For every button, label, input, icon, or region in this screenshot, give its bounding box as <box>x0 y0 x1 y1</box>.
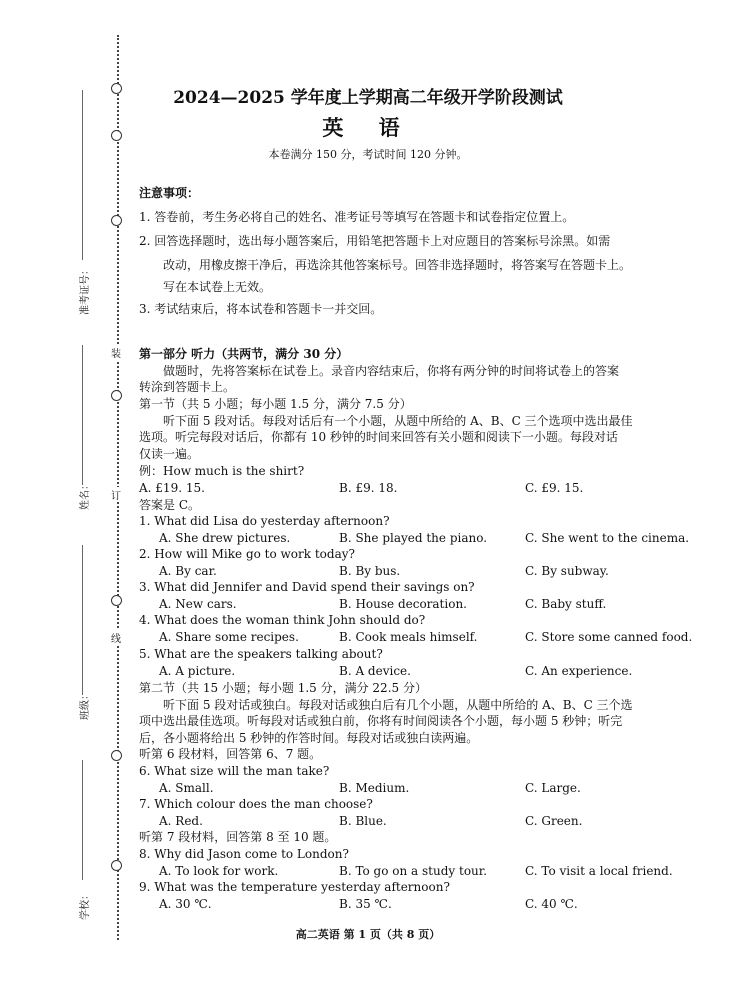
section1-heading: 第一节（共 5 小题；每小题 1.5 分，满分 7.5 分） <box>139 397 412 411</box>
question-options <box>139 563 699 580</box>
option-b: B. Medium. <box>339 781 410 795</box>
question-options <box>139 813 699 830</box>
question-options <box>139 863 699 880</box>
option-c: C. £9. 15. <box>525 481 584 495</box>
question: 1. What did Lisa do yesterday afternoon? <box>139 514 390 528</box>
option-b: B. A device. <box>339 664 411 678</box>
question-options <box>139 629 699 646</box>
question: 2. How will Mike go to work today? <box>139 547 355 561</box>
part1-intro: 做题时，先将答案标在试卷上。录音内容结束后，你将有两分钟的时间将试卷上的答案 <box>163 364 620 378</box>
name-field[interactable] <box>82 345 83 485</box>
option-a: A. By car. <box>159 564 217 578</box>
instructions-heading: 注意事项： <box>139 186 200 200</box>
exam-title: 2024—2025 学年度上学期高二年级开学阶段测试 <box>173 88 563 108</box>
section2-intro: 项中选出最佳选项。听每段对话或独白前，你将有时间阅读各个小题，每小题 5 秒钟；听完 <box>139 714 623 728</box>
option-c: C. An experience. <box>525 664 633 678</box>
option-a: A. A picture. <box>159 664 236 678</box>
binding-char-xian: 线 <box>111 630 121 645</box>
part1-heading: 第一部分 听力（共两节，满分 30 分） <box>139 347 349 361</box>
school-field[interactable] <box>82 760 83 880</box>
section1-intro: 听下面 5 段对话。每段对话后有一个小题，从题中所给的 A、B、C 三个选项中选出最佳 <box>163 414 633 428</box>
question: 6. What size will the man take? <box>139 764 330 778</box>
option-c: C. To visit a local friend. <box>525 864 673 878</box>
binding-hole-icon <box>111 390 122 401</box>
score-time-note: 本卷满分 150 分，考试时间 120 分钟。 <box>268 148 468 161</box>
instruction-item: 3. 考试结束后，将本试卷和答题卡一并交回。 <box>139 302 383 316</box>
school-label: 学校： <box>80 890 91 920</box>
option-b: B. By bus. <box>339 564 401 578</box>
option-c: C. By subway. <box>525 564 609 578</box>
option-b: B. To go on a study tour. <box>339 864 488 878</box>
option-b: B. £9. 18. <box>339 481 398 495</box>
binding-hole-icon <box>111 860 122 871</box>
section1-intro: 选项。听完每段对话后，你都有 10 秒钟的时间来回答有关小题和阅读下一小题。每段对话 <box>139 430 618 444</box>
question: 8. Why did Jason come to London? <box>139 847 349 861</box>
question: 7. Which colour does the man choose? <box>139 797 373 811</box>
question: 4. What does the woman think John should do? <box>139 613 426 627</box>
question-options <box>139 596 699 613</box>
option-b: B. Cook meals himself. <box>339 630 478 644</box>
option-c: C. Store some canned food. <box>525 630 693 644</box>
option-a: A. £19. 15. <box>139 481 205 495</box>
example-answer: 答案是 C。 <box>139 498 200 512</box>
binding-char-ding: 订 <box>111 487 121 502</box>
option-a: A. 30 ℃. <box>159 897 212 911</box>
example-options <box>139 480 699 497</box>
part1-intro: 转涂到答题卡上。 <box>139 380 236 394</box>
question: 3. What did Jennifer and David spend their savings on? <box>139 580 475 594</box>
section1-intro: 仅读一遍。 <box>139 447 200 461</box>
option-a: A. New cars. <box>159 597 237 611</box>
question-options <box>139 896 699 913</box>
option-b: B. House decoration. <box>339 597 467 611</box>
question: 9. What was the temperature yesterday afternoon? <box>139 880 450 894</box>
option-b: B. 35 ℃. <box>339 897 392 911</box>
question-options <box>139 530 699 547</box>
exam-number-label: 准考证号： <box>80 265 91 315</box>
question: 5. What are the speakers talking about? <box>139 647 383 661</box>
option-c: C. Green. <box>525 814 583 828</box>
instruction-item: 2. 回答选择题时，选出每小题答案后，用铅笔把答题卡上对应题目的答案标号涂黑。如需 <box>139 234 611 248</box>
option-c: C. She went to the cinema. <box>525 531 690 545</box>
question-options <box>139 663 699 680</box>
option-a: A. To look for work. <box>159 864 279 878</box>
option-a: A. Small. <box>159 781 214 795</box>
section2-intro: 听下面 5 段对话或独白。每段对话或独白后有几个小题，从题中所给的 A、B、C 三个选 <box>163 698 633 712</box>
option-a: A. Red. <box>159 814 203 828</box>
section2-intro: 后，各小题将给出 5 秒钟的作答时间。每段对话或独白读两遍。 <box>139 731 479 745</box>
option-a: A. She drew pictures. <box>159 531 291 545</box>
option-b: B. Blue. <box>339 814 387 828</box>
option-a: A. Share some recipes. <box>159 630 299 644</box>
option-c: C. Baby stuff. <box>525 597 607 611</box>
subject-title: 英 语 <box>322 115 414 140</box>
binding-hole-icon <box>111 750 122 761</box>
question-options <box>139 780 699 797</box>
example-question: 例：How much is the shirt? <box>139 464 305 478</box>
class-field[interactable] <box>82 545 83 695</box>
class-label: 班级： <box>80 690 91 720</box>
option-b: B. She played the piano. <box>339 531 488 545</box>
material-heading: 听第 6 段材料，回答第 6、7 题。 <box>139 747 322 761</box>
name-label: 姓名： <box>80 480 91 510</box>
instruction-item: 改动，用橡皮擦干净后，再选涂其他答案标号。回答非选择题时，将答案写在答题卡上。 <box>163 258 632 272</box>
binding-hole-icon <box>111 595 122 606</box>
instruction-item: 写在本试卷上无效。 <box>163 280 272 294</box>
binding-char-zhuang: 装 <box>111 345 121 360</box>
binding-hole-icon <box>111 215 122 226</box>
section2-heading: 第二节（共 15 小题；每小题 1.5 分，满分 22.5 分） <box>139 681 427 695</box>
instruction-item: 1. 答卷前，考生务必将自己的姓名、准考证号等填写在答题卡和试卷指定位置上。 <box>139 210 575 224</box>
option-c: C. Large. <box>525 781 581 795</box>
option-c: C. 40 ℃. <box>525 897 578 911</box>
material-heading: 听第 7 段材料，回答第 8 至 10 题。 <box>139 830 337 844</box>
page-footer: 高二英语 第 1 页（共 8 页） <box>295 928 441 941</box>
